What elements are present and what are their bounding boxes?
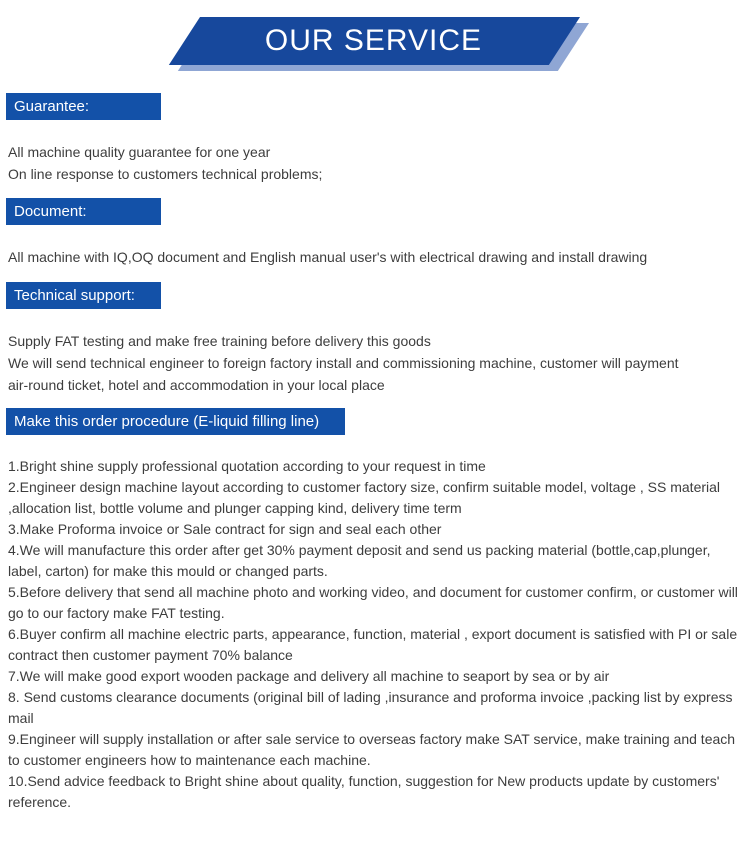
procedure-line: reference. xyxy=(8,794,72,810)
procedure-line: to customer engineers how to maintenance each machine. xyxy=(8,752,371,768)
guarantee-line: On line response to customers technical problems; xyxy=(8,166,323,182)
procedure-line: 5.Before delivery that send all machine photo and working video, and document for customer confirm, or customer will xyxy=(8,584,738,600)
guarantee-heading: Guarantee: xyxy=(6,93,161,120)
procedure-line: 2.Engineer design machine layout according to customer factory size, confirm suitable model, voltage , SS material xyxy=(8,479,721,495)
document-body xyxy=(8,246,746,268)
procedure-line: mail xyxy=(8,710,34,726)
technical-support-body xyxy=(8,330,746,396)
procedure-line: 9.Engineer will supply installation or after sale service to overseas factory make SAT service, make training and teach xyxy=(8,731,736,747)
procedure-line: 10.Send advice feedback to Bright shine about quality, function, suggestion for New products update by customers' xyxy=(8,773,720,789)
document-heading: Document: xyxy=(6,198,161,225)
procedure-line: 3.Make Proforma invoice or Sale contract for sign and seal each other xyxy=(8,521,442,537)
procedure-line: 7.We will make good export wooden package and delivery all machine to seaport by sea or by air xyxy=(8,668,610,684)
procedure-line: contract then customer payment 70% balance xyxy=(8,647,293,663)
procedure-line: go to our factory make FAT testing. xyxy=(8,605,225,621)
guarantee-line: All machine quality guarantee for one year xyxy=(8,144,271,160)
banner-title: OUR SERVICE xyxy=(264,24,483,57)
guarantee-body xyxy=(8,141,746,185)
order-procedure-body xyxy=(8,456,746,813)
section-guarantee xyxy=(6,93,746,185)
procedure-line: 8. Send customs clearance documents (original bill of lading ,insurance and proforma invoice ,packing list by express xyxy=(8,689,733,705)
procedure-line: label, carton) for make this mould or changed parts. xyxy=(8,563,328,579)
technical-support-line: We will send technical engineer to foreign factory install and commissioning machine, customer will payment xyxy=(8,355,679,371)
procedure-line: ,allocation list, bottle volume and plunger capping kind, delivery time term xyxy=(8,500,462,516)
section-order-procedure xyxy=(6,408,746,813)
order-procedure-heading: Make this order procedure (E-liquid filling line) xyxy=(6,408,345,435)
procedure-line: 4.We will manufacture this order after get 30% payment deposit and send us packing material (bottle,cap,plunger, xyxy=(8,542,711,558)
procedure-line: 6.Buyer confirm all machine electric parts, appearance, function, material , export document is satisfied with PI or sale xyxy=(8,626,738,642)
procedure-line: 1.Bright shine supply professional quotation according to your request in time xyxy=(8,458,486,474)
document-line: All machine with IQ,OQ document and English manual user's with electrical drawing and install drawing xyxy=(8,249,648,265)
section-document xyxy=(6,198,746,268)
technical-support-line: Supply FAT testing and make free training before delivery this goods xyxy=(8,333,431,349)
technical-support-heading: Technical support: xyxy=(6,282,161,309)
section-technical-support xyxy=(6,282,746,396)
technical-support-line: air-round ticket, hotel and accommodation in your local place xyxy=(8,377,385,393)
